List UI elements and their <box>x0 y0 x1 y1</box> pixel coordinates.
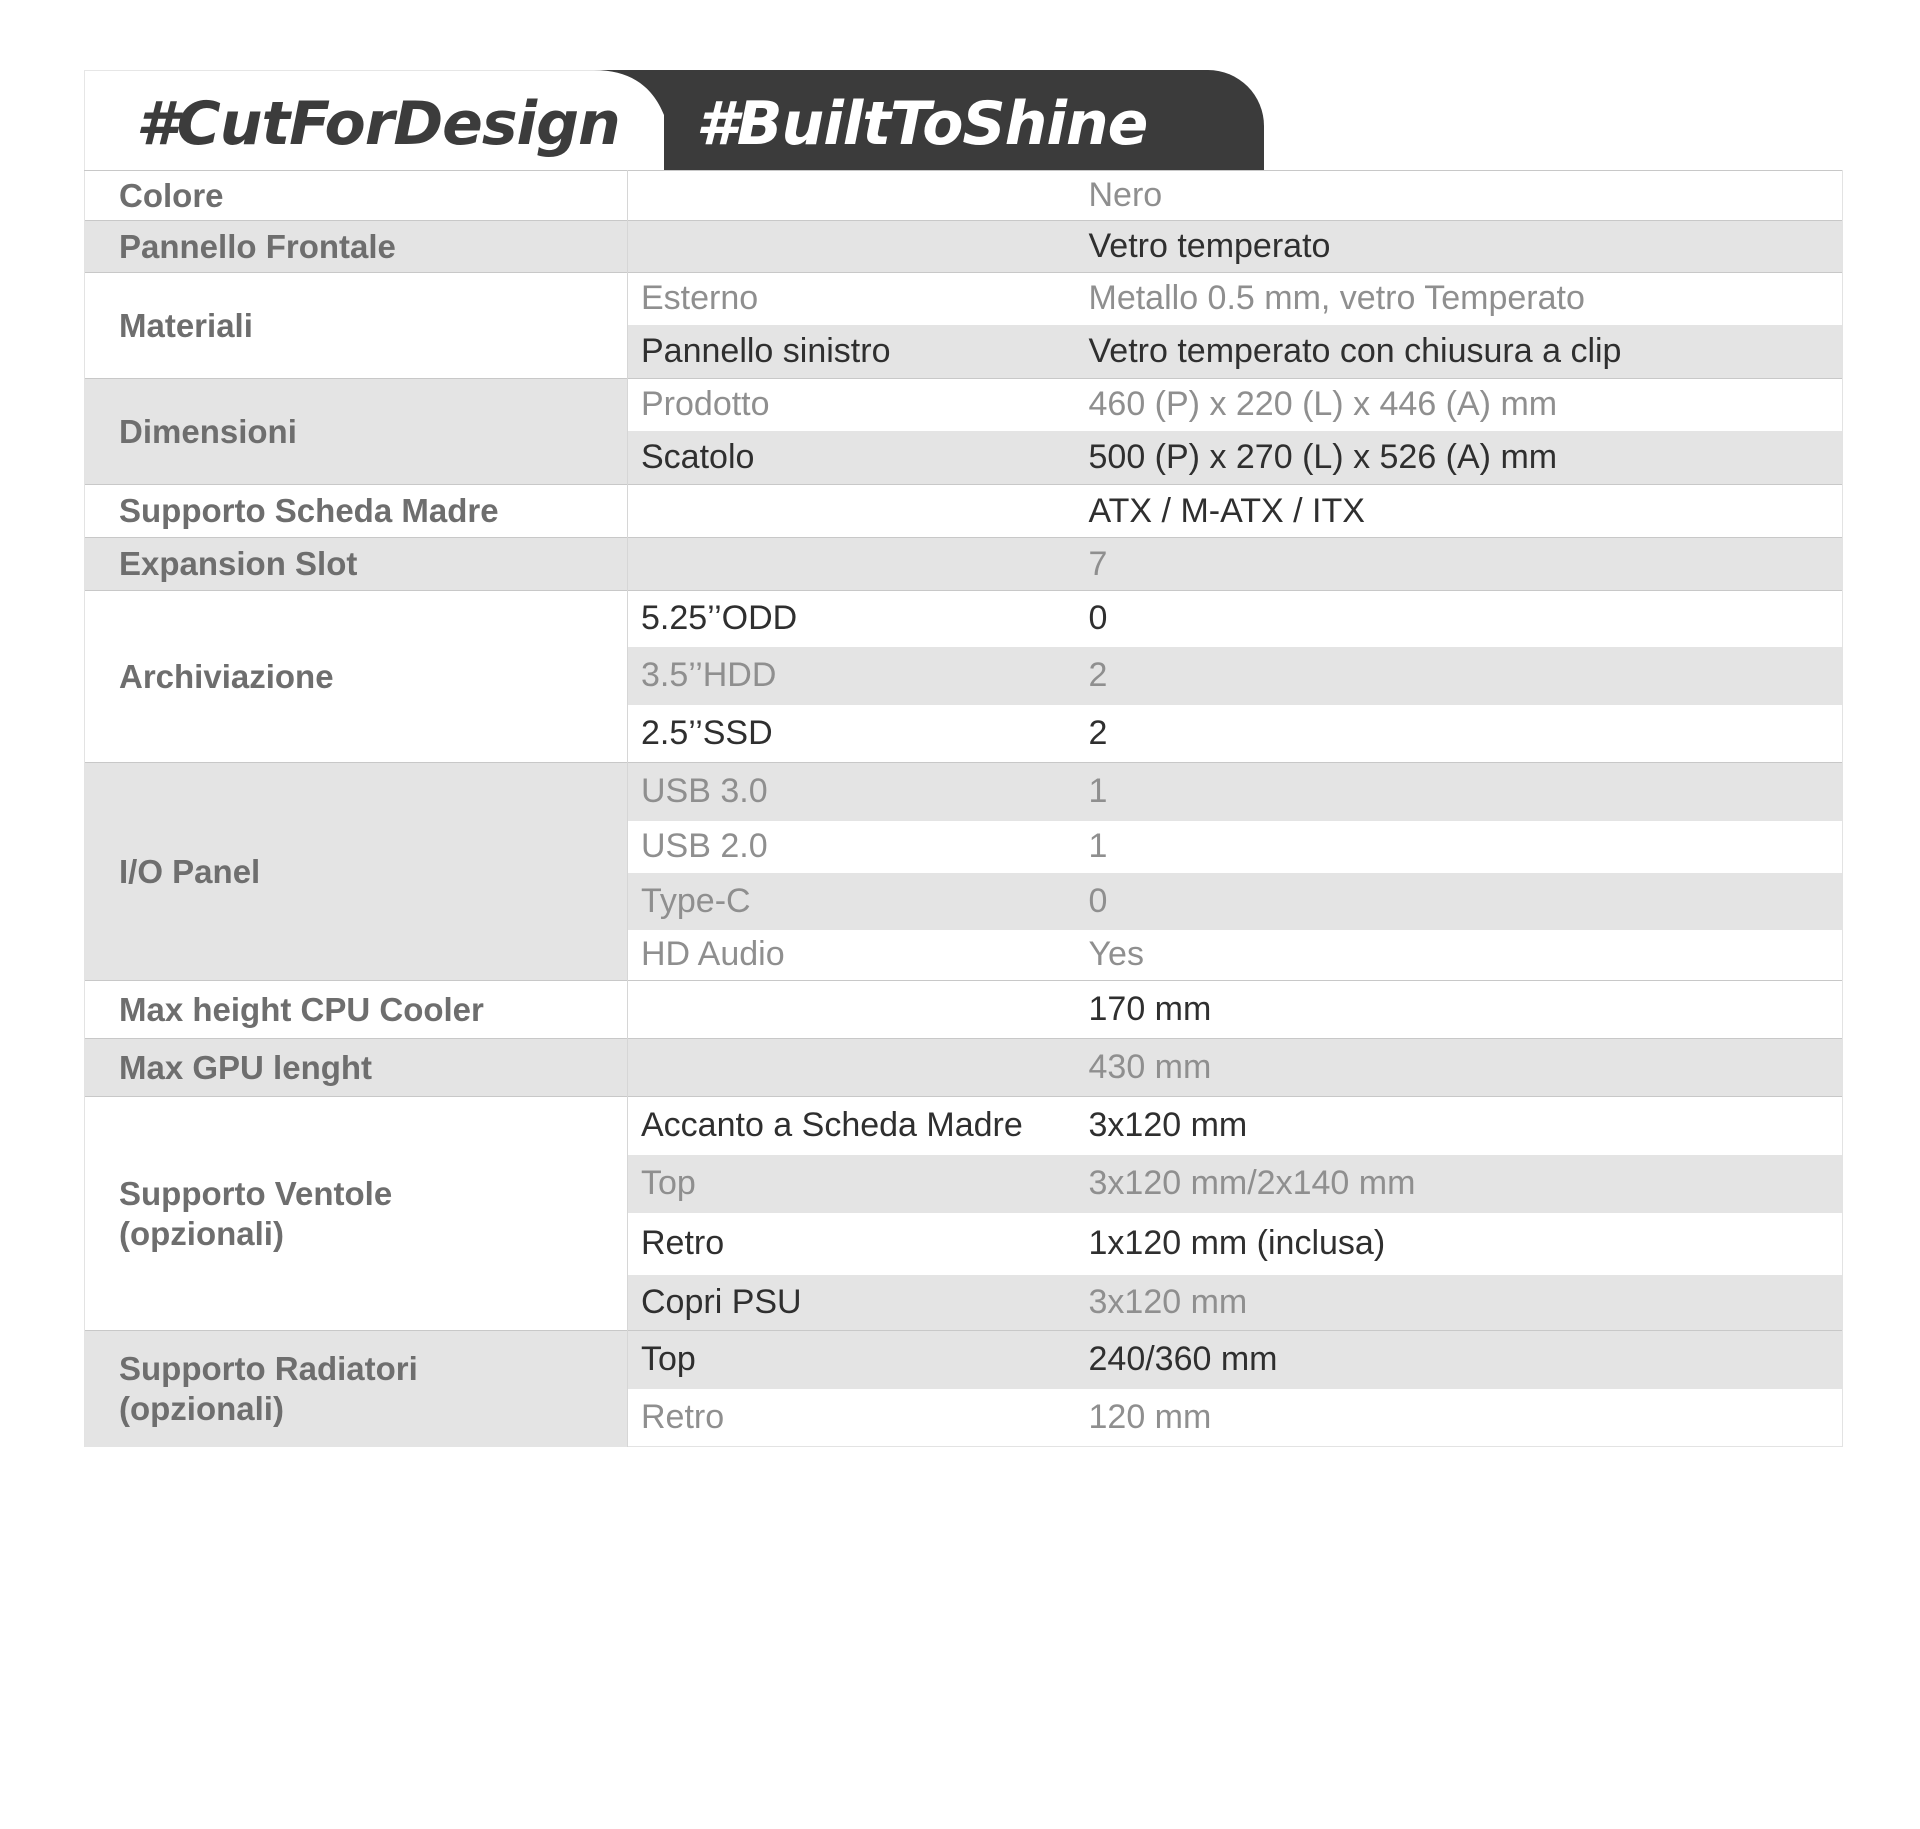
spec-label <box>85 379 628 485</box>
spec-value: 1 <box>1080 821 1843 873</box>
spec-value: Nero <box>1080 171 1843 221</box>
spec-sub-label: Top <box>628 1331 1080 1389</box>
spec-sub-label <box>628 1039 1080 1097</box>
spec-sub-label <box>628 981 1080 1039</box>
spec-label-line: Archiviazione <box>119 657 334 695</box>
spec-sub-label <box>628 171 1080 221</box>
spec-label <box>85 763 628 981</box>
spec-value: Metallo 0.5 mm, vetro Temperato <box>1080 273 1843 325</box>
spec-label <box>85 485 628 538</box>
spec-table <box>84 170 1843 1447</box>
table-row <box>85 763 1843 821</box>
spec-sub-label: 3.5’’HDD <box>628 647 1080 705</box>
spec-sub-label: Retro <box>628 1389 1080 1447</box>
spec-label-line: Max height CPU Cooler <box>119 990 484 1028</box>
table-row <box>85 981 1843 1039</box>
spec-sub-label <box>628 538 1080 591</box>
spec-label <box>85 221 628 273</box>
spec-label <box>85 1097 628 1331</box>
spec-label-line: (opzionali) <box>119 1214 284 1252</box>
spec-label-line: Pannello Frontale <box>119 227 396 265</box>
spec-value: 430 mm <box>1080 1039 1843 1097</box>
table-row <box>85 485 1843 538</box>
table-row <box>85 591 1843 647</box>
spec-label <box>85 1331 628 1447</box>
spec-label-line: Max GPU lenght <box>119 1048 373 1086</box>
spec-sub-label: 5.25’’ODD <box>628 591 1080 647</box>
spec-label <box>85 981 628 1039</box>
spec-label <box>85 538 628 591</box>
spec-value: 3x120 mm <box>1080 1097 1843 1155</box>
spec-value: 3x120 mm/2x140 mm <box>1080 1155 1843 1213</box>
spec-value: 500 (P) x 270 (L) x 526 (A) mm <box>1080 431 1843 485</box>
spec-label-line: Materiali <box>119 306 253 344</box>
spec-value: Vetro temperato <box>1080 221 1843 273</box>
table-row <box>85 538 1843 591</box>
spec-sub-label <box>628 485 1080 538</box>
spec-label-line: Dimensioni <box>119 412 297 450</box>
spec-sub-label: Pannello sinistro <box>628 325 1080 379</box>
spec-sub-label: Scatolo <box>628 431 1080 485</box>
spec-sub-label: Copri PSU <box>628 1275 1080 1331</box>
spec-label-line: Supporto Scheda Madre <box>119 492 499 529</box>
spec-value: 2 <box>1080 705 1843 763</box>
spec-label <box>85 591 628 763</box>
spec-value: 0 <box>1080 873 1843 930</box>
spec-value: 3x120 mm <box>1080 1275 1843 1331</box>
spec-value: 460 (P) x 220 (L) x 446 (A) mm <box>1080 379 1843 431</box>
spec-label-line: I/O Panel <box>119 852 261 890</box>
spec-label-line: Colore <box>119 176 224 214</box>
spec-value: 7 <box>1080 538 1843 591</box>
spec-sub-label: USB 2.0 <box>628 821 1080 873</box>
spec-value: ATX / M-ATX / ITX <box>1080 485 1843 538</box>
spec-sub-label: Prodotto <box>628 379 1080 431</box>
table-row <box>85 1097 1843 1155</box>
table-row <box>85 171 1843 221</box>
table-row <box>85 1039 1843 1097</box>
spec-sub-label <box>628 221 1080 273</box>
spec-sub-label: Accanto a Scheda Madre <box>628 1097 1080 1155</box>
spec-label-line: Supporto Radiatori <box>119 1349 418 1387</box>
table-row <box>85 379 1843 431</box>
spec-label-line: Expansion Slot <box>119 545 358 582</box>
spec-label-line: (opzionali) <box>119 1389 284 1427</box>
spec-sub-label: Top <box>628 1155 1080 1213</box>
spec-value: 1x120 mm (inclusa) <box>1080 1213 1843 1275</box>
tab-left-text: #CutForDesign <box>136 89 620 159</box>
spec-label <box>85 273 628 379</box>
spec-sub-label: HD Audio <box>628 930 1080 981</box>
spec-value: Yes <box>1080 930 1843 981</box>
spec-value: 120 mm <box>1080 1389 1843 1447</box>
spec-value: Vetro temperato con chiusura a clip <box>1080 325 1843 379</box>
spec-label <box>85 171 628 221</box>
tab-right-text: #BuiltToShine <box>696 89 1148 159</box>
spec-sub-label: Esterno <box>628 273 1080 325</box>
spec-label-line: Supporto Ventole <box>119 1174 393 1212</box>
table-row <box>85 273 1843 325</box>
table-row <box>85 1331 1843 1389</box>
spec-sheet <box>84 70 1842 1733</box>
spec-sub-label: Type-C <box>628 873 1080 930</box>
spec-sub-label: Retro <box>628 1213 1080 1275</box>
spec-value: 240/360 mm <box>1080 1331 1843 1389</box>
spec-label <box>85 1039 628 1097</box>
spec-sub-label: 2.5’’SSD <box>628 705 1080 763</box>
spec-value: 2 <box>1080 647 1843 705</box>
spec-sub-label: USB 3.0 <box>628 763 1080 821</box>
spec-value: 1 <box>1080 763 1843 821</box>
spec-value: 170 mm <box>1080 981 1843 1039</box>
table-row <box>85 221 1843 273</box>
spec-value: 0 <box>1080 591 1843 647</box>
